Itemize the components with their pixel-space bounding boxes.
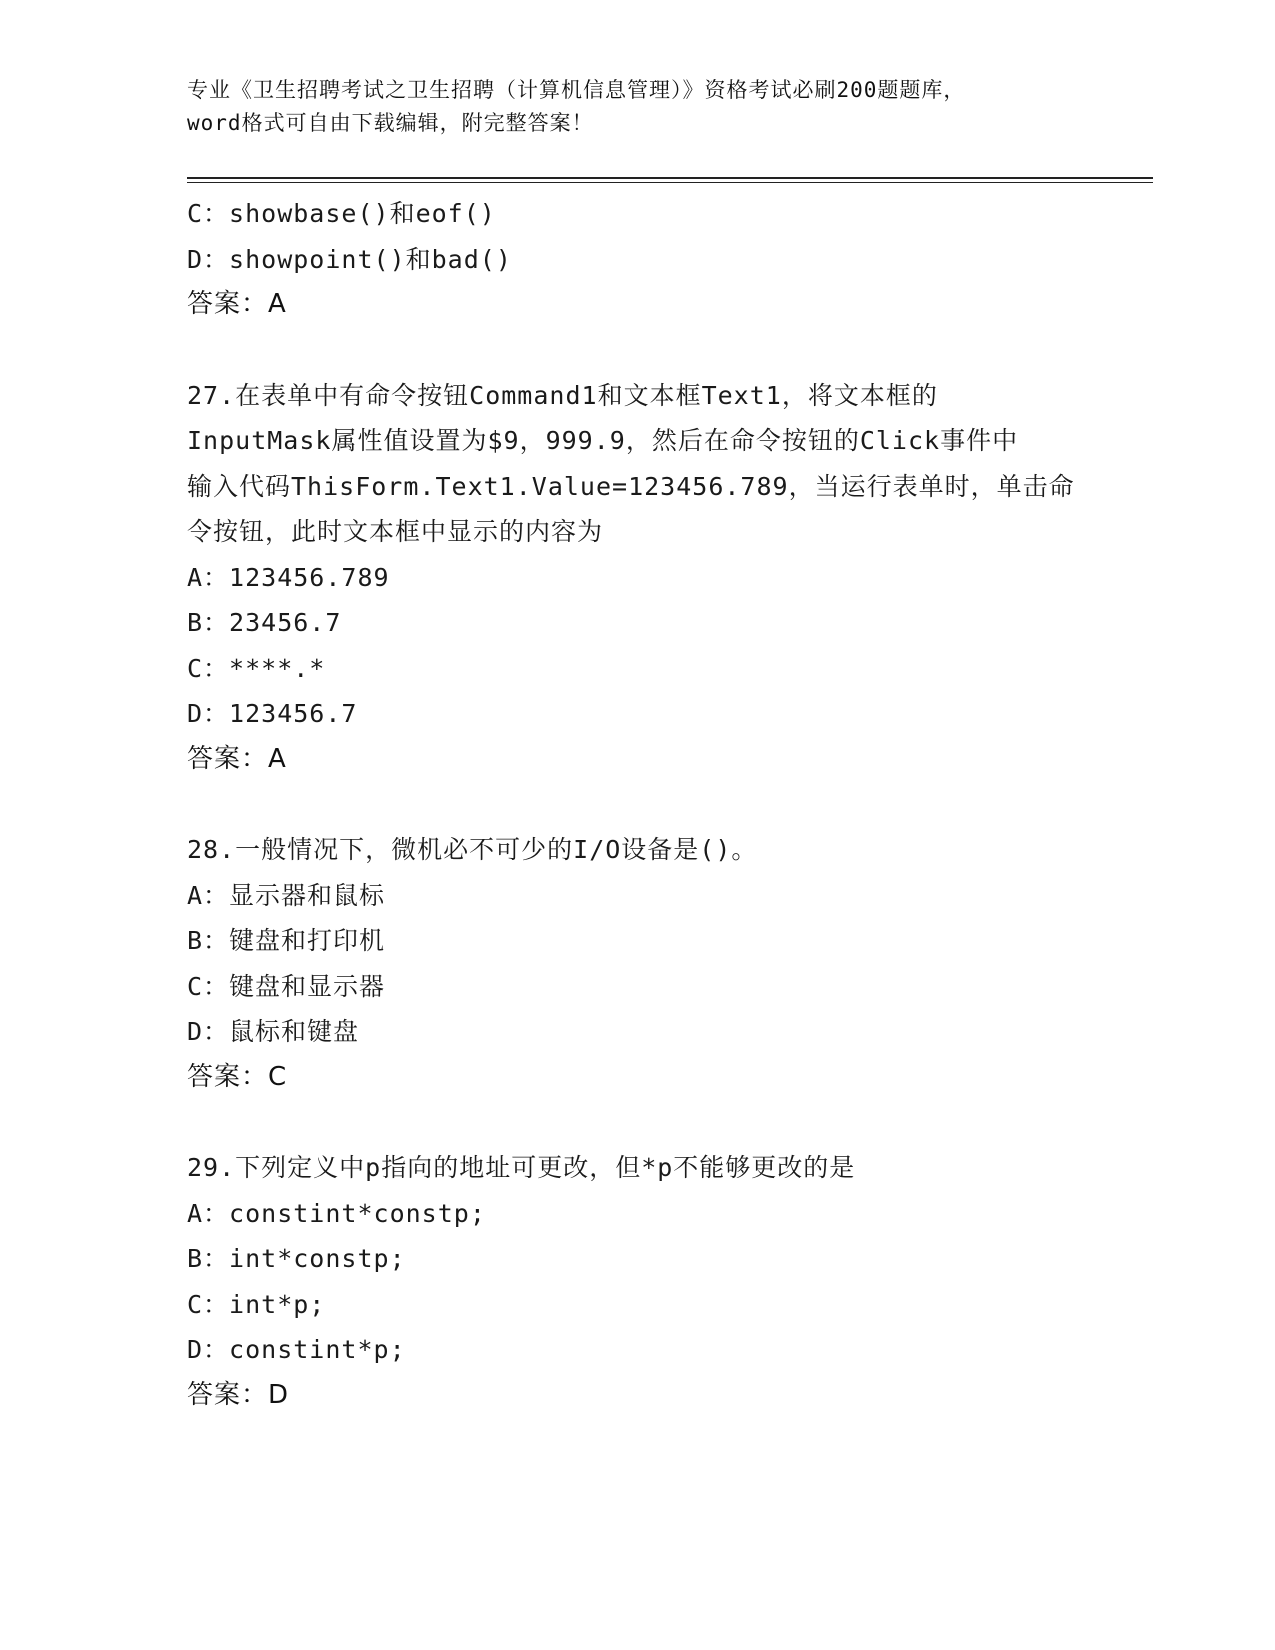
option-b: B：键盘和打印机 bbox=[187, 926, 386, 955]
option-c: C：键盘和显示器 bbox=[187, 971, 386, 1001]
option-b: B：23456.7 bbox=[187, 608, 342, 637]
option-c: C：int*p; bbox=[187, 1289, 326, 1319]
header-divider-thick bbox=[187, 177, 1153, 179]
answer-line: 答案：A bbox=[187, 289, 287, 319]
question-26-tail bbox=[187, 191, 1087, 328]
option-d: D：showpoint()和bad() bbox=[187, 244, 512, 274]
question-stem-line: 27.在表单中有命令按钮Command1和文本框Text1，将文本框的 bbox=[187, 380, 938, 410]
question-list bbox=[187, 191, 1087, 1418]
question-stem-line: 输入代码ThisForm.Text1.Value=123456.789，当运行表单时，单击命 bbox=[187, 471, 1075, 501]
option-a: A：显示器和鼠标 bbox=[187, 880, 386, 910]
question-28 bbox=[187, 827, 1087, 1100]
option-d: D：constint*p; bbox=[187, 1335, 406, 1364]
question-29 bbox=[187, 1145, 1087, 1418]
option-b: B：int*constp; bbox=[187, 1244, 406, 1273]
answer-line: 答案：D bbox=[187, 1379, 290, 1410]
answer-line: 答案：C bbox=[187, 1061, 288, 1092]
question-stem-line: 28.一般情况下，微机必不可少的I/O设备是()。 bbox=[187, 835, 758, 864]
header-title-line-1: 专业《卫生招聘考试之卫生招聘（计算机信息管理）》资格考试必刷200题题库， bbox=[187, 78, 966, 102]
page-header bbox=[187, 74, 1087, 140]
answer-line: 答案：A bbox=[187, 743, 287, 774]
header-divider-thin bbox=[187, 182, 1153, 183]
option-a: A：constint*constp; bbox=[187, 1198, 486, 1228]
option-d: D：123456.7 bbox=[187, 699, 358, 728]
option-c: C：showbase()和eof() bbox=[187, 199, 496, 228]
question-stem-line: 令按钮，此时文本框中显示的内容为 bbox=[187, 517, 604, 546]
option-c: C：****.* bbox=[187, 653, 326, 683]
option-d: D：鼠标和键盘 bbox=[187, 1017, 360, 1046]
question-stem-line: InputMask属性值设置为$9，999.9，然后在命令按钮的Click事件中 bbox=[187, 426, 1019, 455]
option-a: A：123456.789 bbox=[187, 562, 390, 592]
question-stem-line: 29.下列定义中p指向的地址可更改，但*p不能够更改的是 bbox=[187, 1153, 856, 1182]
question-27 bbox=[187, 373, 1087, 783]
header-title-line-2: word格式可自由下载编辑，附完整答案！ bbox=[187, 111, 594, 135]
